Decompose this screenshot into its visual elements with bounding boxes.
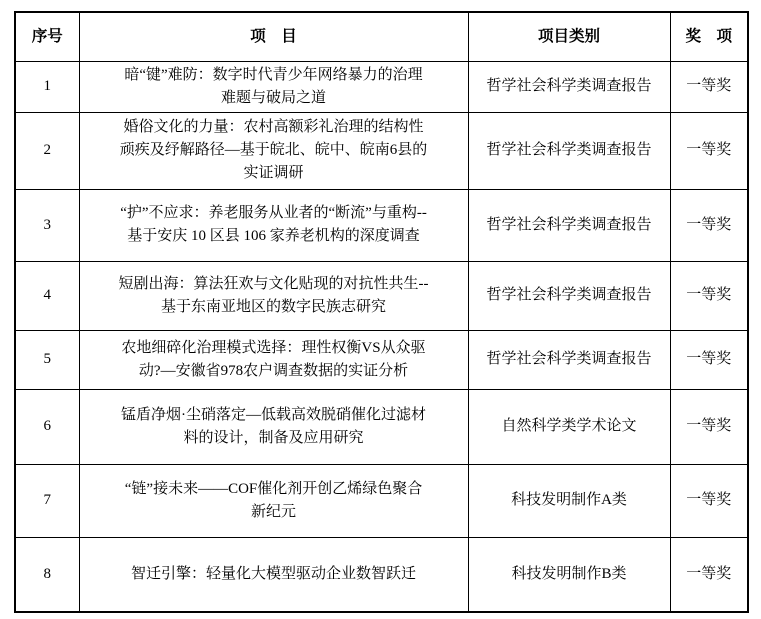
cell-category: 哲学社会科学类调查报告 <box>468 261 670 330</box>
cell-project-title: 婚俗文化的力量：农村高额彩礼治理的结构性顽疾及纾解路径—基于皖北、皖中、皖南6县的实证调研 <box>79 112 468 189</box>
cell-serial: 2 <box>15 112 79 189</box>
cell-award: 一等奖 <box>670 537 748 612</box>
cell-project-title: 短剧出海：算法狂欢与文化贴现的对抗性共生--基于东南亚地区的数字民族志研究 <box>79 261 468 330</box>
table-row <box>15 330 748 389</box>
cell-category: 自然科学类学术论文 <box>468 389 670 464</box>
cell-serial: 4 <box>15 261 79 330</box>
cell-serial: 5 <box>15 330 79 389</box>
cell-category: 哲学社会科学类调查报告 <box>468 61 670 112</box>
header-serial: 序号 <box>15 12 79 61</box>
cell-award: 一等奖 <box>670 330 748 389</box>
cell-project-title: 农地细碎化治理模式选择：理性权衡VS从众驱动?—安徽省978农户调查数据的实证分析 <box>79 330 468 389</box>
table-row <box>15 112 748 189</box>
cell-category: 科技发明制作B类 <box>468 537 670 612</box>
cell-project-title: 暗“键”难防：数字时代青少年网络暴力的治理难题与破局之道 <box>79 61 468 112</box>
header-award: 奖 项 <box>670 12 748 61</box>
header-row <box>15 12 748 61</box>
cell-award: 一等奖 <box>670 112 748 189</box>
cell-project-title: 锰盾净烟·尘硝落定—低载高效脱硝催化过滤材料的设计，制备及应用研究 <box>79 389 468 464</box>
table-row <box>15 389 748 464</box>
header-project: 项 目 <box>79 12 468 61</box>
cell-award: 一等奖 <box>670 389 748 464</box>
cell-serial: 6 <box>15 389 79 464</box>
cell-category: 哲学社会科学类调查报告 <box>468 330 670 389</box>
table-row <box>15 189 748 261</box>
cell-category: 哲学社会科学类调查报告 <box>468 112 670 189</box>
cell-project-title: “护”不应求：养老服务从业者的“断流”与重构--基于安庆 10 区县 106 家养老机构的深度调查 <box>79 189 468 261</box>
cell-award: 一等奖 <box>670 61 748 112</box>
cell-category: 科技发明制作A类 <box>468 464 670 537</box>
header-category: 项目类别 <box>468 12 670 61</box>
table-row <box>15 261 748 330</box>
cell-project-title: “链”接未来——COF催化剂开创乙烯绿色聚合新纪元 <box>79 464 468 537</box>
table-row <box>15 537 748 612</box>
table-row <box>15 61 748 112</box>
cell-project-title: 智迁引擎：轻量化大模型驱动企业数智跃迁 <box>79 537 468 612</box>
cell-serial: 8 <box>15 537 79 612</box>
cell-serial: 1 <box>15 61 79 112</box>
cell-serial: 7 <box>15 464 79 537</box>
cell-award: 一等奖 <box>670 189 748 261</box>
table-row <box>15 464 748 537</box>
cell-category: 哲学社会科学类调查报告 <box>468 189 670 261</box>
cell-award: 一等奖 <box>670 464 748 537</box>
cell-serial: 3 <box>15 189 79 261</box>
cell-award: 一等奖 <box>670 261 748 330</box>
awards-table <box>14 11 749 613</box>
